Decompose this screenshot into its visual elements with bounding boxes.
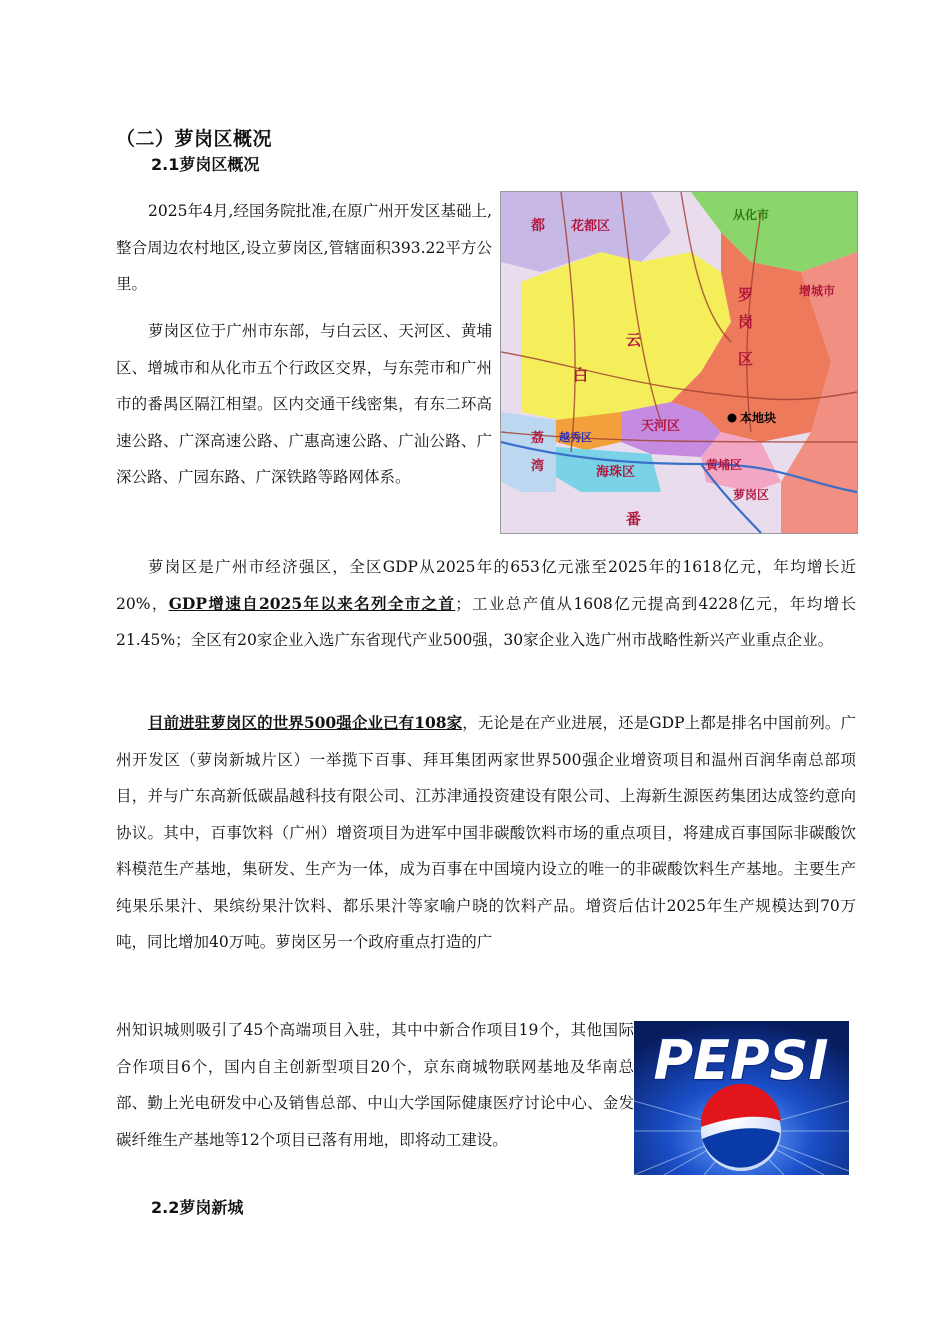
pepsi-logo-image [634,1021,849,1175]
enterprises-text: ，无论是在产业进展，还是GDP上都是排名中国前列。广州开发区（萝岗新城片区）一举揽下百事、拜耳集团两家世界500强企业增资项目和温州百润华南总部项目，并与广东高新低碳晶越科技有限公司、江苏津通投资建设有限公司、上海新生源医药集团达成签约意向协议。其中，百事饮料（广州）增资项目为进军中国非碳酸饮料市场的重点项目，将建成百事国际非碳酸饮料模范生产基地，集研发、生产为一体，成为百事在中国境内设立的唯一的非碳酸饮料生产基地。主要生产纯果乐果汁、果缤纷果汁饮料、都乐果汁等家喻户晓的饮料产品。增资后估计2025年生产规模达到70万吨，同比增加40万吨。萝岗区另一个政府重点打造的广 [116,714,856,951]
map-label-gang: 岗 [738,313,754,331]
paragraph-enterprises [116,705,856,961]
fortune500-highlight: 目前进驻萝岗区的世界500强企业已有108家 [148,713,463,732]
map-label-huangpu: 黄埔区 [706,458,743,472]
map-label-luogang: 萝岗区 [733,488,770,502]
map-label-yuexiu: 越秀区 [559,431,592,444]
paragraph-knowledge-city: 州知识城则吸引了45个高端项目入驻，其中中新合作项目19个，其他国际合作项目6个，国内自主创新型项目20个，京东商城物联网基地及华南总部、勤上光电研发中心及销售总部、中山大学国际健康医疗讨论中心、金发碳纤维生产基地等12个项目已落有用地，即将动工建设。 [116,1021,634,1149]
map-label-du: 都 [531,218,545,234]
district-map [500,191,858,534]
map-label-site: 本地块 [740,411,777,425]
map-label-yun: 云 [626,331,642,349]
map-label-bai: 白 [573,366,589,384]
district-map-graphic [501,192,857,533]
map-label-zengcheng: 增城市 [799,284,836,298]
map-label-conghua: 从化市 [733,208,770,222]
subheading-new-city: 2.2萝岗新城 [151,1198,244,1217]
pepsi-logo-graphic [634,1021,849,1175]
map-label-li: 荔 [531,431,545,446]
site-marker-icon [728,414,737,423]
paragraph-establishment: 2025年4月,经国务院批准,在原广州开发区基础上,整合周边农村地区,设立萝岗区,管辖面积393.22平方公里。 [116,202,492,293]
map-label-qu: 区 [738,350,754,368]
pepsi-wordmark: PEPSI [653,1029,829,1092]
paragraph-location: 萝岗区位于广州市东部，与白云区、天河区、黄埔区、增城市和从化市五个行政区交界，与东莞市和广州市的番禺区隔江相望。区内交通干线密集，有东二环高速公路、广深高速公路、广惠高速公路、广汕公路、广深公路、广园东路、广深铁路等路网体系。 [116,322,492,486]
map-label-huadu: 花都区 [571,219,611,234]
map-label-tianhe: 天河区 [641,419,681,434]
economy-text-before: 萝岗区是广州市经济强区，全区GDP从2025年的653亿元涨至2025年的1618亿元，年均增长近20%， [116,558,856,613]
gdp-highlight: GDP增速自2025年以来名列全市之首 [168,593,456,613]
economy-text-after: ；工业总产值从1608亿元提高到4228亿元，年均增长21.45%；全区有20家企业入选广东省现代产业500强，30家企业入选广州市战略性新兴产业重点企业。 [116,594,856,649]
map-label-fan: 番 [626,510,642,528]
map-label-haizhu: 海珠区 [596,465,636,480]
map-label-luo: 罗 [738,286,754,304]
paragraph-economy [116,549,856,659]
subheading-overview: 2.1萝岗区概况 [151,155,260,174]
section-heading: （二）萝岗区概况 [116,128,273,150]
map-label-wan: 湾 [531,459,545,474]
